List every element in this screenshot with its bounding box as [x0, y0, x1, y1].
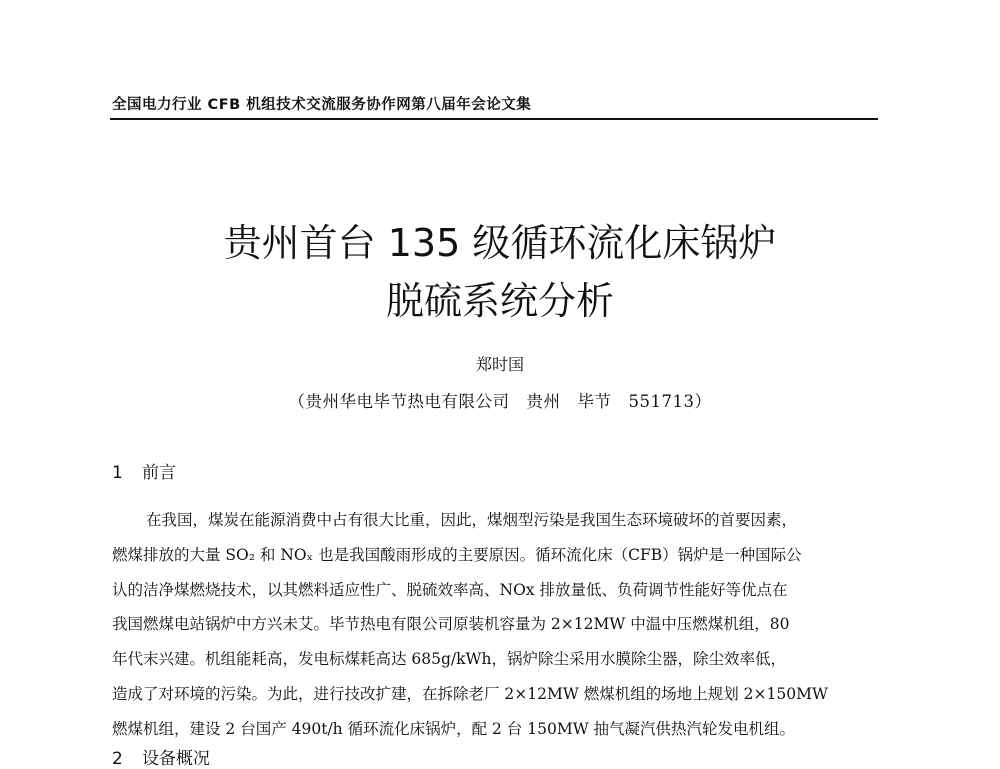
author-name: 郑时国 [475, 355, 524, 374]
paragraph-line: 年代末兴建。机组能耗高，发电标煤耗高达 685g/kWh，锅炉除尘采用水膜除尘器，除尘效率低， [112, 650, 786, 669]
section-heading-2 [112, 744, 210, 769]
section-number: 1 [112, 463, 123, 483]
section-number: 2 [112, 749, 123, 769]
body-paragraph [112, 503, 878, 747]
author-affiliation: （贵州华电毕节热电有限公司 贵州 毕节 551713） [288, 392, 712, 411]
header-rule [110, 118, 878, 120]
paragraph-line: 造成了对环境的污染。为此，进行技改扩建，在拆除老厂 2×12MW 燃煤机组的场地上规划 2×150MW [112, 684, 828, 703]
section-title: 前言 [142, 463, 176, 483]
paper-title-line-2: 脱硫系统分析 [385, 279, 614, 323]
paragraph-line: 燃煤排放的大量 SO₂ 和 NOₓ 也是我国酸雨形成的主要原因。循环流化床（CFB）锅炉是一种国际公 [112, 545, 802, 564]
paragraph-line: 燃煤机组，建设 2 台国产 490t/h 循环流化床锅炉，配 2 台 150MW 抽气凝汽供热汽轮发电机组。 [112, 719, 796, 738]
section-title: 设备概况 [142, 749, 210, 769]
paragraph-line: 认的洁净煤燃烧技术，以其燃料适应性广、脱硫效率高、NOx 排放量低、负荷调节性能好等优点在 [112, 580, 788, 599]
paragraph-line: 我国燃煤电站锅炉中方兴未艾。毕节热电有限公司原装机容量为 2×12MW 中温中压燃煤机组，80 [112, 615, 790, 634]
paragraph-line: 在我国，煤炭在能源消费中占有很大比重，因此，煤烟型污染是我国生态环境破坏的首要因素， [146, 511, 798, 529]
section-heading-1 [112, 458, 176, 483]
paper-title-line-1: 贵州首台 135 级循环流化床锅炉 [223, 221, 777, 265]
running-header: 全国电力行业 CFB 机组技术交流服务协作网第八届年会论文集 [112, 97, 532, 113]
